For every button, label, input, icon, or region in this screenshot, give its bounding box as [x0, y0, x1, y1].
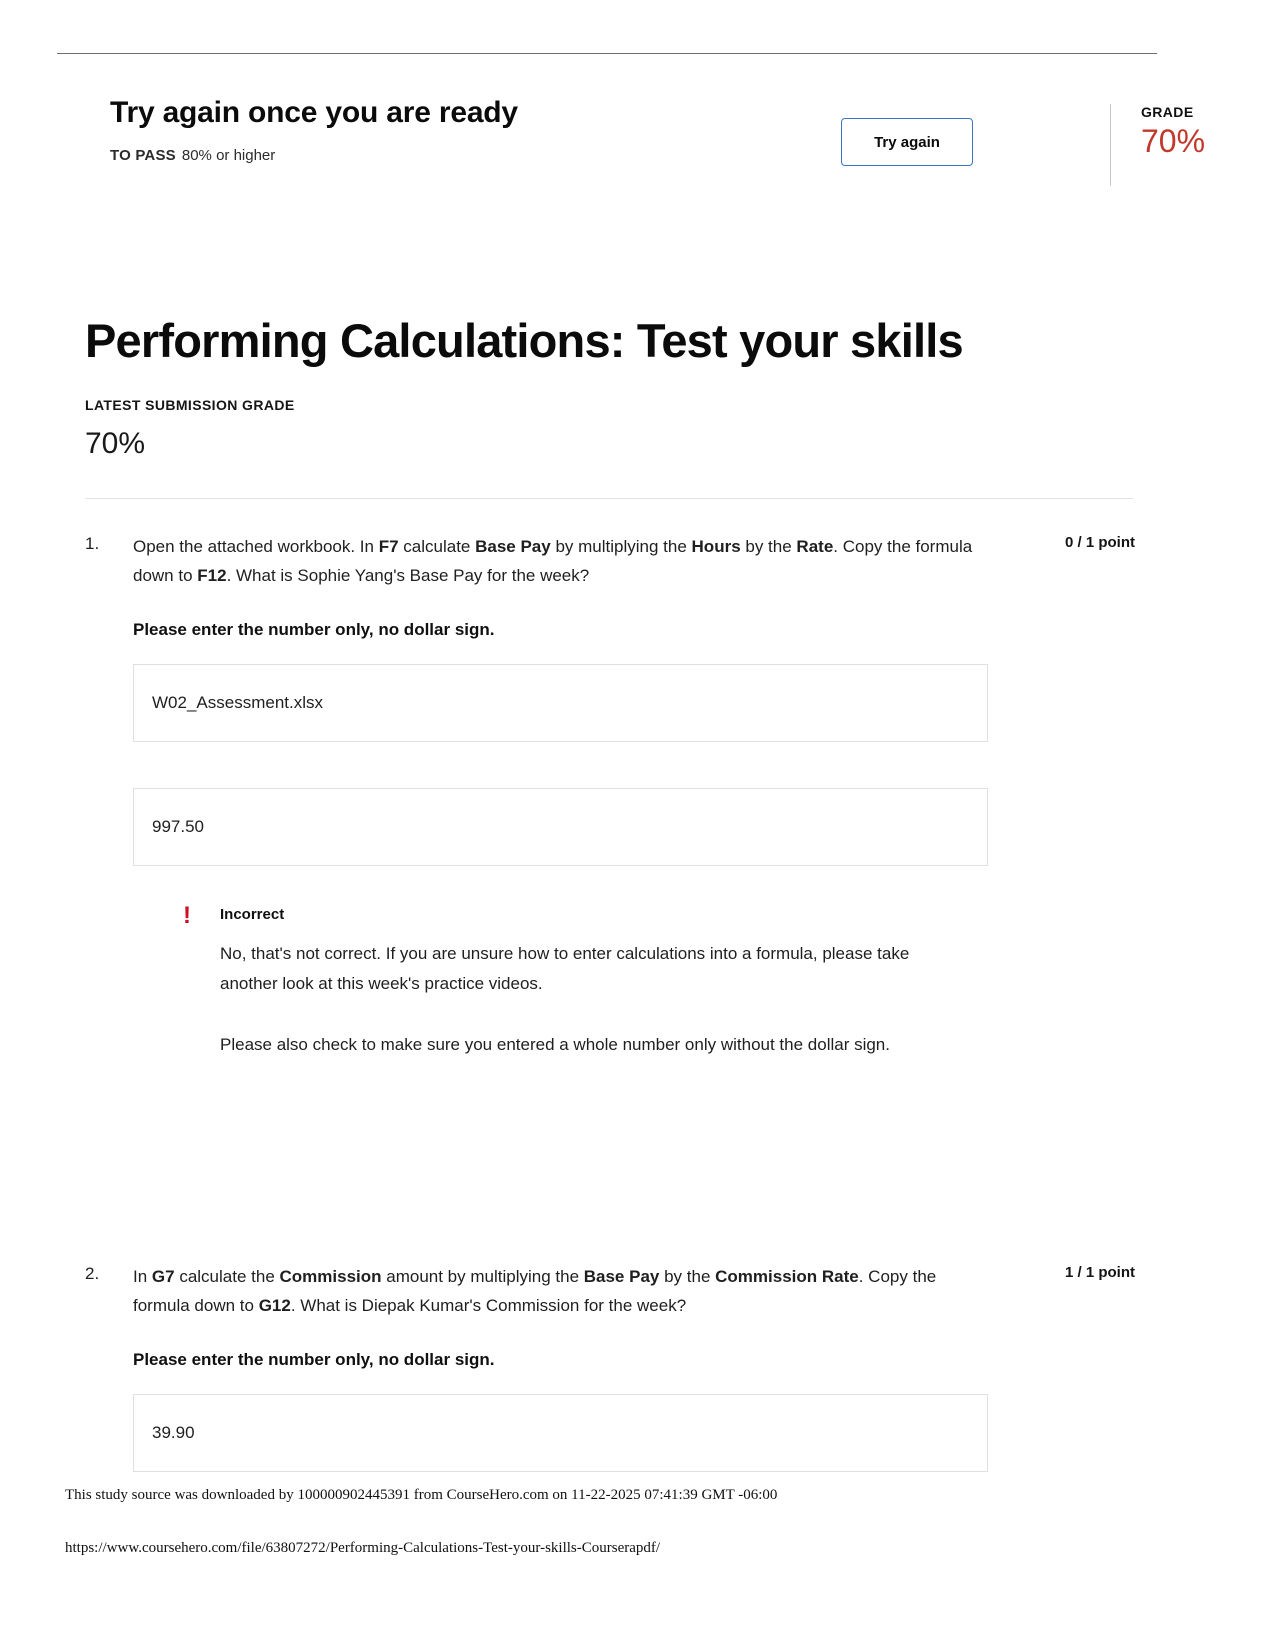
question-body [133, 532, 988, 1059]
section-divider [85, 498, 1133, 499]
question-feedback [176, 904, 966, 1059]
question-prompt: Open the attached workbook. In F7 calculate Base Pay by multiplying the Hours by the Rate. Copy the formula down to F12. What is Sophie Yang's Base Pay for the week? [133, 537, 973, 586]
question-instruction: Please enter the number only, no dollar sign. [133, 1350, 495, 1370]
result-banner-text [110, 96, 830, 164]
try-again-button[interactable]: Try again [841, 118, 973, 166]
page-top-divider [57, 53, 1157, 54]
feedback-body [220, 904, 966, 1059]
feedback-paragraph-2: Please also check to make sure you entered a whole number only without the dollar sign. [220, 1034, 890, 1054]
source-url: https://www.coursehero.com/file/63807272/Performing-Calculations-Test-your-skills-Courserapdf/ [65, 1540, 661, 1556]
question-item-1 [85, 532, 1135, 1059]
question-number: 1. [85, 534, 100, 553]
answer-input-2[interactable]: 39.90 [133, 1394, 988, 1472]
latest-submission-grade-label: LATEST SUBMISSION GRADE [85, 397, 295, 413]
download-watermark: This study source was downloaded by 100000902445391 from CourseHero.com on 11-22-2025 07:41:39 GMT -06:00 [65, 1487, 778, 1503]
question-body [133, 1262, 988, 1472]
result-banner-title: Try again once you are ready [110, 96, 518, 129]
question-points: 0 / 1 point [1064, 534, 1135, 551]
question-instruction: Please enter the number only, no dollar sign. [133, 620, 495, 640]
pass-requirement [110, 147, 830, 164]
grade-value: 70% [1141, 123, 1206, 159]
page-title: Performing Calculations: Test your skills [85, 314, 963, 367]
grade-divider [1110, 104, 1111, 186]
grade-summary [1141, 104, 1275, 159]
question-prompt: In G7 calculate the Commission amount by multiplying the Base Pay by the Commission Rate. Copy the formula down to G12. What is Diepak Kumar's Commission for the week? [133, 1267, 937, 1316]
question-number: 2. [85, 1264, 100, 1283]
feedback-paragraph-1: No, that's not correct. If you are unsure how to enter calculations into a formula, please take another look at this week's practice videos. [220, 944, 910, 993]
feedback-status: Incorrect [220, 906, 285, 924]
grade-label: GRADE [1141, 104, 1194, 120]
answer-input-1[interactable]: 997.50 [133, 788, 988, 866]
attachment-field[interactable]: W02_Assessment.xlsx [133, 664, 988, 742]
question-points: 1 / 1 point [1064, 1264, 1135, 1281]
latest-submission-grade-value: 70% [85, 427, 146, 460]
pass-requirement-value: 80% or higher [181, 146, 276, 164]
result-banner [110, 96, 1206, 164]
exclamation-icon: ! [183, 902, 191, 930]
pass-requirement-label: TO PASS [110, 146, 176, 164]
question-item-2 [85, 1262, 1135, 1472]
